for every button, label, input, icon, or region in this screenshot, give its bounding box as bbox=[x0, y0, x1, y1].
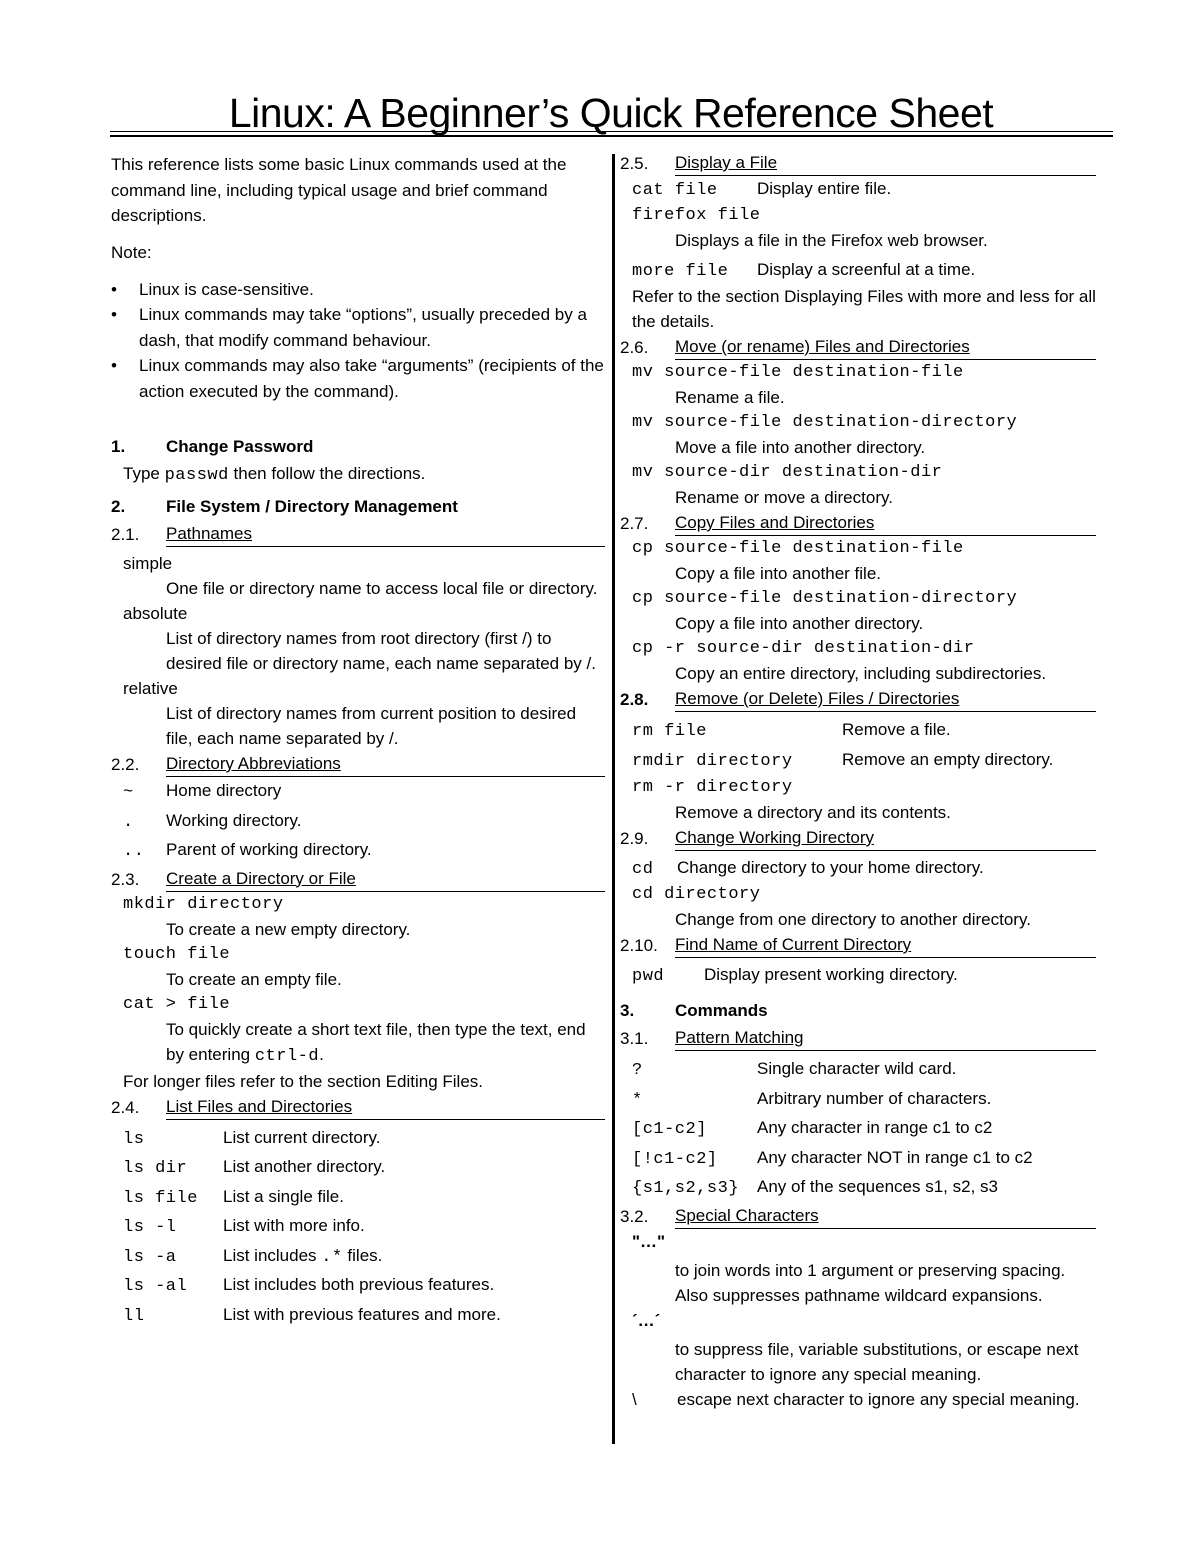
intro-text: This reference lists some basic Linux commands used at the command line, including typical usage and brief command descriptions. bbox=[111, 155, 567, 225]
list-item: ~ Home directory bbox=[123, 781, 282, 802]
section-heading-file-system: 2. File System / Directory Management bbox=[111, 497, 458, 516]
cp-desc: Copy a file into another directory. bbox=[675, 614, 924, 633]
list-item: • Linux commands may take “options”, usually preceded by a dash, that modify command behaviour. bbox=[111, 302, 605, 353]
list-item: .. Parent of working directory. bbox=[123, 840, 372, 861]
subsection-heading-list: 2.4. List Files and Directories bbox=[111, 1096, 605, 1120]
table-row: ls -a List includes .* files. bbox=[123, 1245, 383, 1267]
cp-desc: Copy a file into another file. bbox=[675, 564, 882, 583]
table-row: ls -al List includes both previous features. bbox=[123, 1275, 495, 1296]
single-quote-symbol: ´…´ bbox=[632, 1310, 661, 1330]
mv-desc: Move a file into another directory. bbox=[675, 438, 926, 457]
table-row: ll List with previous features and more. bbox=[123, 1304, 501, 1326]
list-item: . Working directory. bbox=[123, 810, 302, 832]
table-row: pwd Display present working directory. bbox=[632, 965, 958, 986]
mv-desc: Rename or move a directory. bbox=[675, 488, 893, 507]
table-row: rmdir directory Remove an empty directory. bbox=[632, 749, 1054, 771]
mv-command: mv source-dir destination-dir bbox=[632, 463, 943, 482]
cat-redirect-desc: To quickly create a short text file, then type the text, end by entering ctrl-d. bbox=[166, 1019, 586, 1066]
note-bullets bbox=[111, 277, 605, 405]
term-absolute: absolute bbox=[123, 604, 188, 623]
cd-directory-command: cd directory bbox=[632, 885, 761, 904]
bullet-icon: • bbox=[111, 356, 117, 375]
subsection-heading-pwd: 2.10. Find Name of Current Directory bbox=[620, 934, 1096, 958]
table-row: rm file Remove a file. bbox=[632, 720, 951, 741]
cp-command: cp source-file destination-file bbox=[632, 539, 964, 558]
subsection-heading-display: 2.5. Display a File bbox=[620, 152, 1096, 176]
bullet-icon: • bbox=[111, 305, 117, 324]
firefox-command: firefox file bbox=[632, 206, 761, 225]
cp-desc: Copy an entire directory, including subdirectories. bbox=[675, 664, 1047, 683]
right-column bbox=[620, 152, 1096, 1412]
subsection-heading-create: 2.3. Create a Directory or File bbox=[111, 868, 605, 892]
title-rule-thick bbox=[110, 135, 1113, 137]
term-absolute-desc: List of directory names from root directory (first /) to desired file or directory name, each name separated by /. bbox=[166, 629, 596, 673]
subsection-heading-remove: 2.8. Remove (or Delete) Files / Directories bbox=[620, 688, 1096, 712]
firefox-desc: Displays a file in the Firefox web browser. bbox=[675, 231, 988, 250]
mv-command: mv source-file destination-file bbox=[632, 363, 964, 382]
term-relative-desc: List of directory names from current position to desired file, each name separated by /. bbox=[166, 704, 577, 748]
list-item: • Linux commands may also take “arguments” (recipients of the action executed by the command). bbox=[111, 353, 605, 404]
table-row: ls -l List with more info. bbox=[123, 1216, 365, 1237]
table-row: [!c1-c2] Any character NOT in range c1 to c2 bbox=[632, 1147, 1033, 1169]
subsection-heading-change-directory: 2.9. Change Working Directory bbox=[620, 827, 1096, 851]
subsection-heading-move: 2.6. Move (or rename) Files and Directories bbox=[620, 336, 1096, 360]
mkdir-command: mkdir directory bbox=[123, 894, 284, 914]
table-row: \ escape next character to ignore any special meaning. bbox=[620, 1387, 1096, 1412]
term-simple-desc: One file or directory name to access local file or directory. bbox=[166, 579, 598, 598]
column-separator bbox=[612, 154, 615, 1444]
list-item: • Linux is case-sensitive. bbox=[111, 277, 605, 303]
rm-r-desc: Remove a directory and its contents. bbox=[675, 803, 951, 822]
single-quote-desc: to suppress file, variable substitutions, or escape next character to ignore any special meaning. bbox=[675, 1339, 1079, 1384]
table-row: ls file List a single file. bbox=[123, 1186, 344, 1208]
section-heading-change-password: 1. Change Password bbox=[111, 437, 314, 456]
table-row: more file Display a screenful at a time. bbox=[632, 260, 976, 281]
subsection-heading-pattern-matching: 3.1. Pattern Matching bbox=[620, 1027, 1096, 1051]
passwd-command: passwd bbox=[164, 466, 229, 485]
mv-desc: Rename a file. bbox=[675, 388, 785, 407]
page-title: Linux: A Beginner’s Quick Reference Sheet bbox=[228, 90, 994, 136]
subsection-heading-pathnames: 2.1. Pathnames bbox=[111, 523, 605, 547]
double-quote-symbol: "…" bbox=[632, 1231, 666, 1251]
subsection-heading-special-characters: 3.2. Special Characters bbox=[620, 1205, 1096, 1229]
rm-r-command: rm -r directory bbox=[632, 778, 793, 797]
table-row: {s1,s2,s3} Any of the sequences s1, s2, s3 bbox=[632, 1177, 998, 1198]
term-simple: simple bbox=[123, 554, 173, 573]
term-relative: relative bbox=[123, 679, 178, 698]
table-row: * Arbitrary number of characters. bbox=[632, 1088, 992, 1110]
touch-command: touch file bbox=[123, 944, 231, 964]
cd-directory-desc: Change from one directory to another directory. bbox=[675, 910, 1031, 929]
note-label: Note: bbox=[111, 242, 152, 262]
cat-redirect-command: cat > file bbox=[123, 994, 231, 1014]
subsection-heading-copy: 2.7. Copy Files and Directories bbox=[620, 512, 1096, 536]
table-row: cat file Display entire file. bbox=[632, 179, 892, 200]
backslash-symbol: \ bbox=[632, 1389, 637, 1409]
title-rule-thin bbox=[110, 131, 1113, 132]
double-quote-desc: to join words into 1 argument or preserving spacing. Also suppresses pathname wildcard expansions. bbox=[675, 1260, 1066, 1305]
display-refer-note: Refer to the section Displaying Files with more and less for all the details. bbox=[632, 287, 1096, 331]
mkdir-desc: To create a new empty directory. bbox=[166, 919, 411, 939]
cp-command: cp -r source-dir destination-dir bbox=[632, 639, 975, 658]
cp-command: cp source-file destination-directory bbox=[632, 589, 1018, 608]
table-row: [c1-c2] Any character in range c1 to c2 bbox=[632, 1118, 993, 1139]
subsection-heading-directory-abbreviations: 2.2. Directory Abbreviations bbox=[111, 753, 605, 777]
change-password-text: Type passwd then follow the directions. bbox=[123, 464, 426, 485]
longer-files-note: For longer files refer to the section Editing Files. bbox=[123, 1071, 483, 1091]
section-heading-commands: 3. Commands bbox=[620, 1001, 768, 1020]
mv-command: mv source-file destination-directory bbox=[632, 413, 1018, 432]
table-row: ls dir List another directory. bbox=[123, 1157, 386, 1178]
table-row: ? Single character wild card. bbox=[632, 1059, 957, 1080]
touch-desc: To create an empty file. bbox=[166, 969, 342, 989]
table-row: ls List current directory. bbox=[123, 1127, 381, 1149]
table-row: cd Change directory to your home directory. bbox=[632, 858, 984, 879]
bullet-icon: • bbox=[111, 279, 117, 299]
left-column bbox=[111, 152, 605, 1330]
